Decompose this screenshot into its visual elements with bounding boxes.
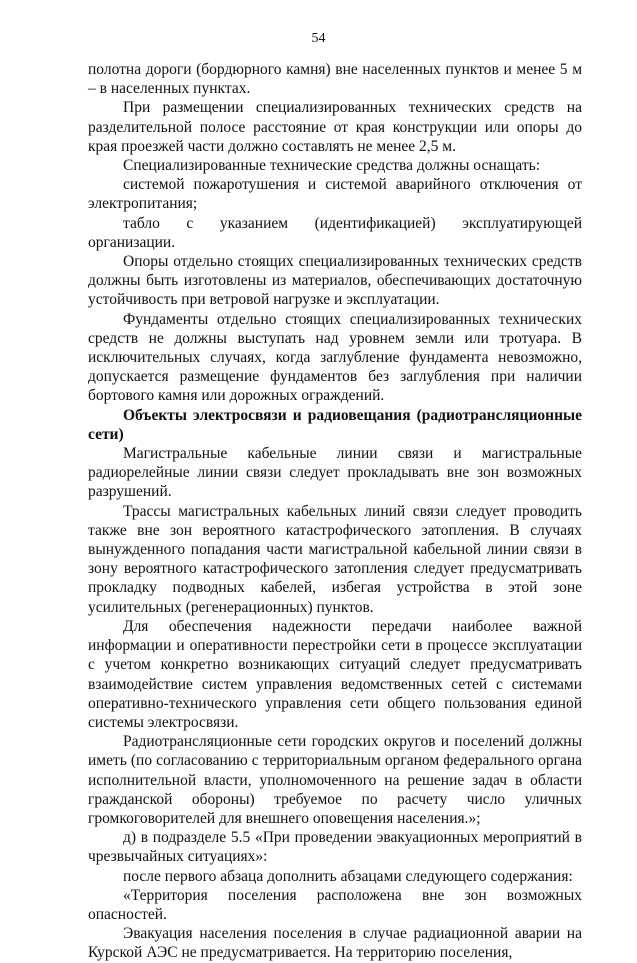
paragraph-12: Радиотрансляционные сети городских округов и поселений должны иметь (по согласованию с территориальным органом федерального органа исполнительной власти, уполномоченного на решение задач в области гражданской обороны) требуемое по расчету число уличных громкоговорителей для внешнего оповещения населения.»; [88, 733, 582, 827]
paragraph-14: после первого абзаца дополнить абзацами следующего содержания: [123, 867, 573, 885]
paragraph-13: д) в подразделе 5.5 «При проведении эвакуационных мероприятий в чрезвычайных ситуациях»: [88, 829, 582, 866]
page-body [88, 60, 582, 963]
paragraph-11: Для обеспечения надежности передачи наиболее важной информации и оперативности перестройки сети в процессе эксплуатации с учетом конкретно возникающих ситуаций следует предусматривать взаимодействие систем управления ведомственных сетей с системами оперативно-технического управления сети общего пользования единой системы электросвязи. [88, 617, 582, 731]
paragraph-6: Опоры отдельно стоящих специализированных технических средств должны быть изготовлены из материалов, обеспечивающих достаточную устойчивость при ветровой нагрузке и эксплуатации. [88, 253, 582, 309]
paragraph-2: При размещении специализированных технических средств на разделительной полосе расстояние от края конструкции или опоры до края проезжей части должно составлять не менее 2,5 м. [88, 99, 582, 155]
paragraph-7: Фундаменты отдельно стоящих специализированных технических средств не должны выступать над уровнем земли или тротуара. В исключительных случаях, когда заглубление фундамента невозможно, допускается размещение фундаментов без заглубления при наличии бортового камня или дорожных ограждений. [88, 310, 582, 405]
paragraph-3: Специализированные технические средства должны оснащать: [123, 157, 541, 175]
paragraph-16: Эвакуация населения поселения в случае радиационной аварии на Курской АЭС не предусматривается. На территорию поселения, [88, 925, 582, 962]
paragraph-1: полотна дороги (бордюрного камня) вне населенных пунктов и менее 5 м – в населенных пунктах. [88, 61, 582, 98]
paragraph-15: «Территория поселения расположена вне зон возможных опасностей. [88, 886, 582, 923]
paragraph-10: Трассы магистральных кабельных линий связи следует проводить также вне зон вероятного катастрофического затопления. В случаях вынужденного попадания части магистральной кабельной линии связи в зону вероятного катастрофического затопления следует предусматривать прокладку подводных кабелей, избегая устройства в этой зоне усилительных (регенерационных) пунктов. [88, 502, 582, 616]
paragraph-9: Магистральные кабельные линии связи и магистральные радиорелейные линии связи следует прокладывать вне зон возможных разрушений. [88, 445, 582, 501]
paragraph-4: системой пожаротушения и системой аварийного отключения от электропитания; [88, 176, 582, 213]
paragraph-5: табло с указанием (идентификацией) эксплуатирующей организации. [88, 214, 582, 251]
section-heading: Объекты электросвязи и радиовещания (радиотрансляционные сети) [88, 406, 582, 443]
page-number: 54 [311, 31, 326, 46]
